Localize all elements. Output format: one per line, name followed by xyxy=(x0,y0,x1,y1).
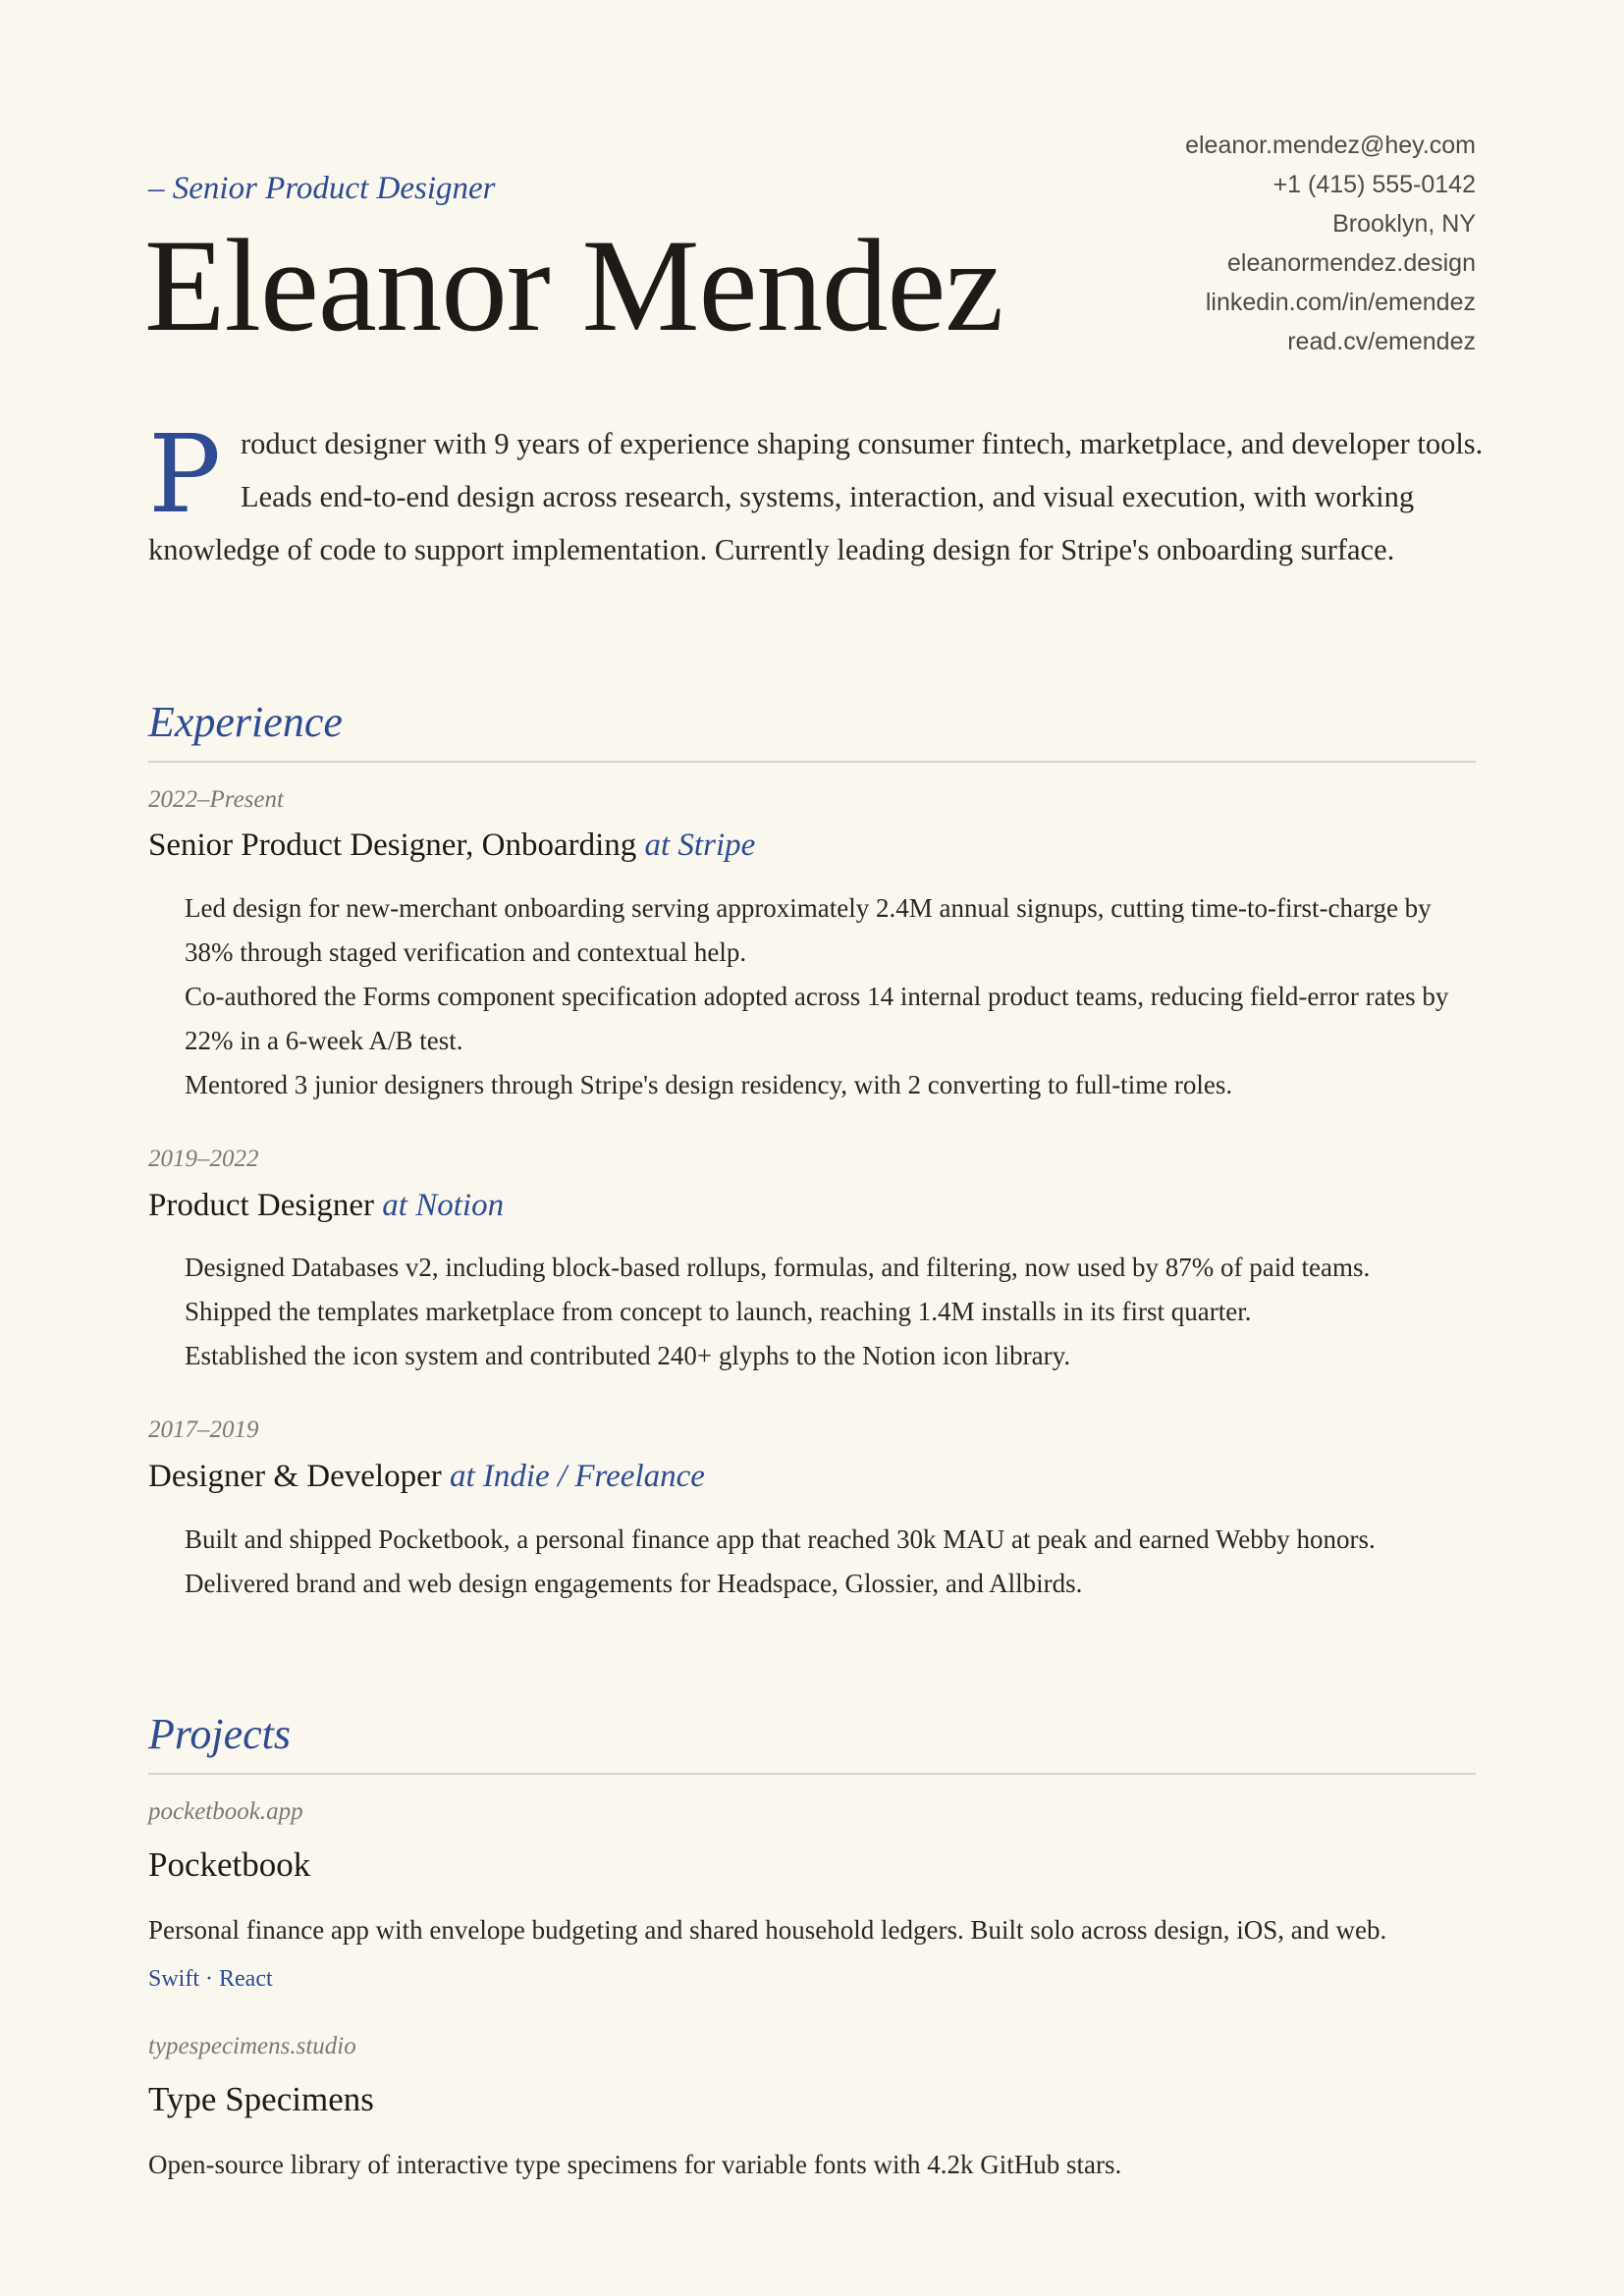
experience-heading: Experience xyxy=(148,698,343,746)
job-bullet: Delivered brand and web design engagements for Headspace, Glossier, and Allbirds. xyxy=(185,1569,1083,1598)
job-bullets xyxy=(185,1246,1481,1378)
role-title: – Senior Product Designer xyxy=(148,171,496,206)
person-name: Eleanor Mendez xyxy=(144,213,1003,359)
job-bullet: Built and shipped Pocketbook, a personal finance app that reached 30k MAU at peak and earned Webby honors. xyxy=(185,1524,1376,1554)
projects-heading: Projects xyxy=(148,1710,291,1758)
contact-location: Brooklyn, NY xyxy=(1332,210,1476,238)
project-name: Pocketbook xyxy=(148,1845,311,1884)
project-tags: Swift · React xyxy=(148,1966,273,1992)
project-url[interactable]: typespecimens.studio xyxy=(148,2033,356,2059)
job-bullet: Shipped the templates marketplace from concept to launch, reaching 1.4M installs in its first quarter. xyxy=(185,1297,1252,1326)
contact-email[interactable]: eleanor.mendez@hey.com xyxy=(1185,132,1476,159)
contact-phone[interactable]: +1 (415) 555-0142 xyxy=(1272,171,1476,198)
job-title xyxy=(148,1459,705,1495)
job-company: at Notion xyxy=(382,1188,505,1223)
job-bullets xyxy=(185,886,1481,1107)
job-bullet: Led design for new-merchant onboarding serving approximately 2.4M annual signups, cutting time-to-first-charge by 38% through staged verification and contextual help. xyxy=(185,893,1432,967)
project-url[interactable]: pocketbook.app xyxy=(148,1798,303,1825)
job-position: Senior Product Designer, Onboarding xyxy=(148,828,637,863)
job-period: 2017–2019 xyxy=(148,1416,259,1443)
project-description: Open-source library of interactive type specimens for variable fonts with 4.2k GitHub stars. xyxy=(148,2150,1122,2179)
summary-dropcap: P xyxy=(148,411,222,537)
summary-paragraph xyxy=(148,411,1484,576)
contact-readcv[interactable]: read.cv/emendez xyxy=(1287,328,1476,355)
job-company: at Indie / Freelance xyxy=(449,1459,705,1494)
job-bullet: Co-authored the Forms component specification adopted across 14 internal product teams, reducing field-error rates by 22% in a 6-week A/B test. xyxy=(185,982,1449,1055)
job-title xyxy=(148,828,755,864)
job-position: Product Designer xyxy=(148,1188,375,1223)
contact-block xyxy=(1185,126,1476,361)
job-bullets xyxy=(185,1518,1481,1606)
contact-website[interactable]: eleanormendez.design xyxy=(1227,249,1476,277)
job-bullet: Mentored 3 junior designers through Stripe's design residency, with 2 converting to full-time roles. xyxy=(185,1070,1233,1099)
summary-text: roduct designer with 9 years of experience shaping consumer fintech, marketplace, and developer tools. Leads end-to-end design across research, systems, interaction, and visual execution, with working knowledge of code to support implementation. Currently leading design for Stripe's onboarding surface. xyxy=(148,427,1484,566)
project-description: Personal finance app with envelope budgeting and shared household ledgers. Built solo across design, iOS, and web. xyxy=(148,1915,1387,1945)
job-period: 2019–2022 xyxy=(148,1146,259,1172)
job-company: at Stripe xyxy=(644,828,756,863)
job-period: 2022–Present xyxy=(148,786,284,813)
job-title xyxy=(148,1188,504,1224)
contact-linkedin[interactable]: linkedin.com/in/emendez xyxy=(1205,289,1476,316)
projects-divider xyxy=(148,1773,1476,1775)
job-bullet: Established the icon system and contributed 240+ glyphs to the Notion icon library. xyxy=(185,1341,1071,1370)
experience-divider xyxy=(148,761,1476,763)
job-bullet: Designed Databases v2, including block-based rollups, formulas, and filtering, now used by 87% of paid teams. xyxy=(185,1253,1371,1282)
project-name: Type Specimens xyxy=(148,2080,374,2118)
job-position: Designer & Developer xyxy=(148,1459,442,1494)
